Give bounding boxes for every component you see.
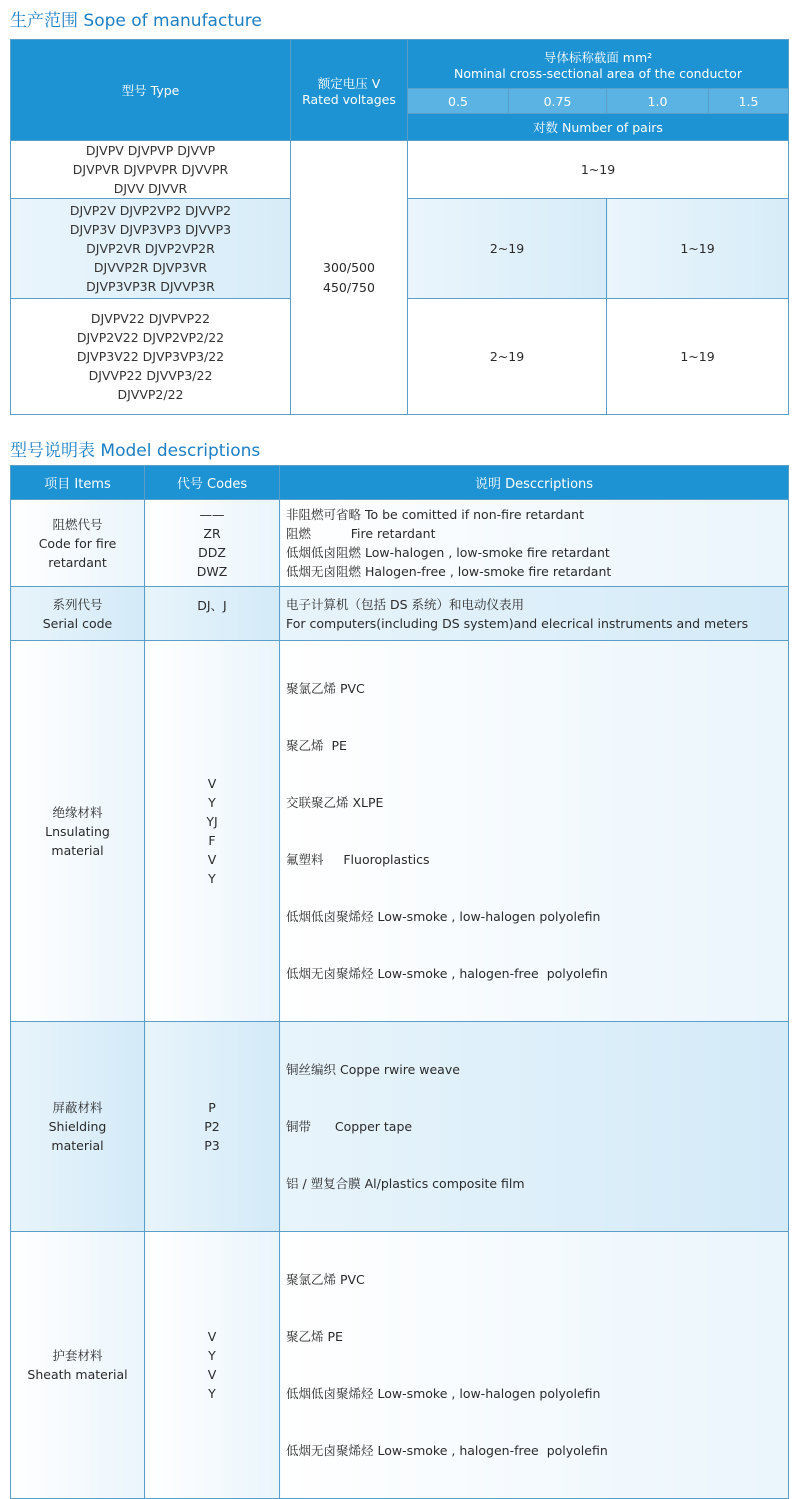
codes-serial	[145, 587, 280, 641]
desc-fire	[280, 500, 789, 587]
size-1: 0.75	[509, 89, 607, 114]
desc-serial	[280, 587, 789, 641]
item-insulating	[11, 641, 145, 1022]
header-desc: 说明 Desccriptions	[280, 466, 789, 500]
code-line: V	[207, 776, 217, 791]
desc-line: 铜带 Copper tape	[286, 1119, 413, 1134]
type-line: DJVP2V DJVP2VP2 DJVVP2	[69, 203, 232, 218]
item-shielding	[11, 1022, 145, 1232]
header-area	[408, 40, 789, 89]
header-type: 型号 Type	[11, 40, 291, 141]
size-3: 1.5	[709, 89, 789, 114]
manufacture-table	[10, 39, 789, 415]
type-line: DJVPVR DJVPVPR DJVVPR	[72, 162, 229, 177]
size-2: 1.0	[607, 89, 709, 114]
pairs-all: 1~19	[408, 141, 789, 199]
header-pairs: 对数 Number of pairs	[408, 114, 789, 141]
item-line: 阻燃代号	[52, 516, 103, 532]
codes-insulating	[145, 641, 280, 1022]
code-line: V	[207, 1367, 217, 1382]
type-line: DJVP2V22 DJVP2VP2/22	[76, 330, 225, 345]
item-line: Sheath material	[27, 1367, 128, 1382]
item-line: 绝缘材料	[52, 804, 103, 820]
desc-line: 铜丝编织 Coppe rwire weave	[286, 1062, 460, 1077]
code-line: ZR	[203, 526, 221, 541]
item-sheath	[11, 1232, 145, 1499]
pairs-small-3: 2~19	[408, 299, 607, 415]
type-line: DJVVP2/22	[117, 387, 184, 402]
code-line: P3	[204, 1138, 220, 1153]
item-line: material	[51, 842, 104, 858]
header-area-cn: 导体标称截面 mm²	[543, 49, 653, 65]
model-description-table	[10, 465, 789, 1499]
item-line: 系列代号	[52, 596, 103, 612]
item-line: Shielding	[48, 1119, 107, 1134]
desc-line: 氟塑料 Fluoroplastics	[286, 852, 430, 867]
code-line: DDZ	[198, 545, 226, 560]
pairs-large-3: 1~19	[607, 299, 789, 415]
code-line: Y	[208, 1348, 216, 1363]
item-line: 屏蔽材料	[52, 1100, 103, 1115]
header-codes: 代号 Codes	[145, 466, 280, 500]
code-line: DJ、J	[197, 598, 227, 613]
item-line: material	[51, 1138, 104, 1153]
code-line: Y	[208, 871, 216, 886]
type-line: DJVP3VP3R DJVVP3R	[86, 279, 215, 294]
type-line: DJVVP2R DJVP3VR	[93, 260, 208, 275]
code-line: P2	[204, 1119, 220, 1134]
code-line: F	[208, 833, 216, 848]
codes-sheath	[145, 1232, 280, 1499]
item-line: Serial code	[42, 615, 113, 631]
item-line: Code for fire	[38, 535, 117, 551]
item-line: retardant	[48, 554, 107, 570]
pairs-small-2: 2~19	[408, 199, 607, 299]
types-group-2	[11, 199, 291, 299]
type-line: DJVP3V22 DJVP3VP3/22	[76, 349, 225, 364]
item-fire-code	[11, 500, 145, 587]
type-line: DJVVP22 DJVVP3/22	[88, 368, 213, 383]
desc-line: 低烟低卤聚烯烃 Low-smoke , low-halogen polyolefin	[286, 909, 601, 924]
item-line: Lnsulating	[45, 823, 110, 839]
section-title-models: 型号说明表 Model descriptions	[10, 441, 261, 461]
header-voltage-cn: 额定电压 V	[317, 75, 381, 91]
header-voltage-en: Rated voltages	[302, 91, 396, 107]
desc-line: 低烟低卤阻燃 Low-halogen , low-smoke fire retardant	[286, 545, 610, 560]
voltage-value: 450/750	[323, 279, 375, 295]
code-line: Y	[208, 1386, 216, 1401]
size-0: 0.5	[408, 89, 509, 114]
codes-shielding	[145, 1022, 280, 1232]
desc-line: 阻燃 Fire retardant	[286, 526, 436, 541]
desc-shielding	[280, 1022, 789, 1232]
desc-line: 低烟无卤聚烯烃 Low-smoke , halogen-free polyolefin	[286, 966, 608, 981]
voltage-cell	[291, 141, 408, 415]
codes-fire	[145, 500, 280, 587]
types-group-1	[11, 141, 291, 199]
code-line: Y	[208, 795, 216, 810]
voltage-value: 300/500	[323, 259, 375, 275]
code-line: P	[208, 1100, 216, 1115]
item-line: 护套材料	[52, 1348, 103, 1363]
code-line: YJ	[206, 814, 218, 829]
section-title-manufacture: 生产范围 Sope of manufacture	[10, 11, 262, 31]
desc-line: 聚乙烯 PE	[286, 738, 347, 753]
desc-sheath	[280, 1232, 789, 1499]
desc-line: 低烟无卤聚烯烃 Low-smoke , halogen-free polyolefin	[286, 1443, 608, 1458]
code-line: ——	[199, 507, 225, 522]
type-line: DJVP3V DJVP3VP3 DJVVP3	[69, 222, 232, 237]
type-line: DJVPV DJVPVP DJVVP	[85, 143, 216, 158]
desc-line: 非阻燃可省略 To be comitted if non-fire retardant	[286, 507, 584, 522]
desc-line: 聚乙烯 PE	[286, 1329, 343, 1344]
desc-line: 低烟无卤阻燃 Halogen-free , low-smoke fire retardant	[286, 564, 612, 579]
desc-line: 聚氯乙烯 PVC	[286, 1272, 365, 1287]
header-voltage	[291, 40, 408, 141]
desc-line: 交联聚乙烯 XLPE	[286, 795, 384, 810]
type-line: DJVV DJVVR	[113, 181, 188, 196]
desc-line: For computers(including DS system)and elecrical instruments and meters	[286, 615, 749, 631]
types-group-3	[11, 299, 291, 415]
desc-line: 电子计算机（包括 DS 系统）和电动仪表用	[286, 596, 525, 612]
desc-line: 铝 / 塑复合膜 Al/plastics composite film	[286, 1176, 525, 1191]
code-line: V	[207, 852, 217, 867]
code-line: DWZ	[196, 564, 228, 579]
desc-line: 低烟低卤聚烯烃 Low-smoke , low-halogen polyolefin	[286, 1386, 601, 1401]
header-area-en: Nominal cross-sectional area of the conductor	[454, 65, 742, 81]
pairs-large-2: 1~19	[607, 199, 789, 299]
item-serial-code	[11, 587, 145, 641]
desc-line: 聚氯乙烯 PVC	[286, 681, 365, 696]
type-line: DJVP2VR DJVP2VP2R	[86, 241, 215, 256]
header-items: 项目 Items	[11, 466, 145, 500]
type-line: DJVPV22 DJVPVP22	[90, 311, 211, 326]
code-line: V	[207, 1329, 217, 1344]
desc-insulating	[280, 641, 789, 1022]
